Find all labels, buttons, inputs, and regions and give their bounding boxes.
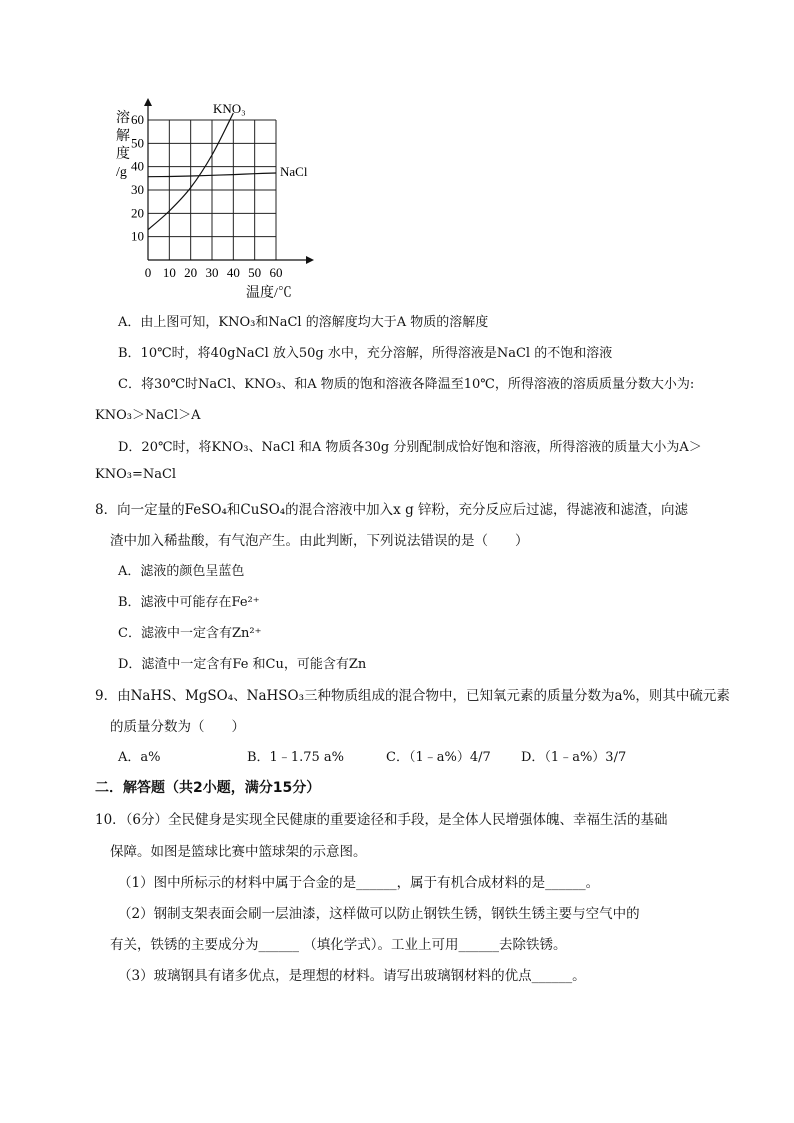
q9-option-a: A．a%	[118, 750, 161, 765]
x-tick-label: 60	[269, 265, 283, 280]
q10-part3: （3）玻璃钢具有诸多优点，是理想的材料。请写出玻璃钢材料的优点______。	[118, 968, 586, 984]
q7-option-d-line1: D．20℃时，将KNO₃、NaCl 和A 物质各30g 分别配制成恰好饱和溶液，所得溶液的质量大小为A＞	[118, 440, 702, 455]
q8-stem-line1: 8．向一定量的FeSO₄和CuSO₄的混合溶液中加入x g 锌粉，充分反应后过滤，得滤液和滤渣，向滤	[95, 502, 689, 518]
q9-option-b: B．1﹣1.75 a%	[247, 750, 345, 765]
y-tick-label: 50	[131, 135, 144, 151]
y-tick-label: 60	[131, 112, 144, 127]
x-axis-label: 温度/℃	[246, 286, 292, 301]
x-tick-label: 30	[205, 265, 219, 280]
q10-part1: （1）图中所标示的材料中属于合金的是______，属于有机合成材料的是______。	[118, 875, 600, 891]
q9-stem-line2: 的质量分数为（ ）	[110, 719, 245, 735]
y-axis-arrow	[144, 98, 152, 106]
x-tick-label: 10	[162, 265, 176, 280]
q7-option-d-line2: KNO₃=NaCl	[95, 467, 177, 482]
y-axis-label-char: 解	[116, 129, 130, 144]
x-tick-label: 0	[144, 265, 152, 280]
y-axis-label-char: /g	[116, 165, 127, 180]
chart-ticks	[131, 112, 283, 280]
y-axis-label-char: 溶	[116, 111, 130, 126]
series-label-nacl: NaCl	[280, 164, 308, 179]
y-tick-label: 40	[131, 158, 144, 174]
q9-option-c: C．（1﹣a%）4/7	[386, 750, 491, 765]
q10-part2-line2: 有关，铁锈的主要成分为______ （填化学式）。工业上可用______去除铁锈。	[110, 937, 567, 953]
y-tick-label: 30	[131, 182, 144, 197]
q8-stem-line2: 渣中加入稀盐酸，有气泡产生。由此判断，下列说法错误的是（ ）	[110, 533, 529, 549]
x-tick-label: 40	[226, 265, 240, 280]
q7-option-c-line2: KNO₃＞NaCl＞A	[95, 408, 201, 423]
q9-stem-line1: 9．由NaHS、MgSO₄、NaHSO₃三种物质组成的混合物中，已知氧元素的质量分数为a%，则其中硫元素	[95, 688, 730, 704]
q8-option-c: C．滤液中一定含有Zn²⁺	[118, 626, 262, 641]
q7-option-a: A．由上图可知，KNO₃和NaCl 的溶解度均大于A 物质的溶解度	[118, 315, 489, 330]
x-axis-arrow	[306, 256, 314, 264]
q10-part2-line1: （2）钢制支架表面会刷一层油漆，这样做可以防止钢铁生锈，钢铁生锈主要与空气中的	[118, 906, 640, 922]
x-tick-label: 20	[184, 265, 198, 280]
solubility-chart	[108, 92, 328, 302]
q7-option-b: B．10℃时，将40gNaCl 放入50g 水中，充分溶解，所得溶液是NaCl 的不饱和溶液	[118, 346, 613, 361]
x-tick-label: 50	[248, 265, 262, 280]
q8-option-d: D．滤渣中一定含有Fe 和Cu，可能含有Zn	[118, 657, 367, 672]
section-heading: 二．解答题（共2小题，满分15分）	[95, 780, 321, 796]
series-label-kno3: KNO₃	[213, 101, 246, 116]
y-axis-label-char: 度	[116, 147, 130, 162]
q7-option-c-line1: C．将30℃时NaCl、KNO₃、和A 物质的饱和溶液各降温至10℃，所得溶液的溶质质量分数大小为:	[118, 377, 695, 392]
q8-option-b: B．滤液中可能存在Fe²⁺	[118, 595, 260, 610]
q10-stem-line2: 保障。如图是篮球比赛中篮球架的示意图。	[110, 844, 367, 860]
q10-stem-line1: 10．（6分）全民健身是实现全民健康的重要途径和手段，是全体人民增强体魄、幸福生活的基础	[95, 812, 668, 828]
q9-option-d: D．（1﹣a%）3/7	[521, 750, 627, 765]
y-tick-label: 10	[131, 228, 144, 244]
y-tick-label: 20	[131, 205, 144, 221]
q8-option-a: A．滤液的颜色呈蓝色	[118, 564, 245, 579]
chart-grid	[148, 120, 276, 260]
